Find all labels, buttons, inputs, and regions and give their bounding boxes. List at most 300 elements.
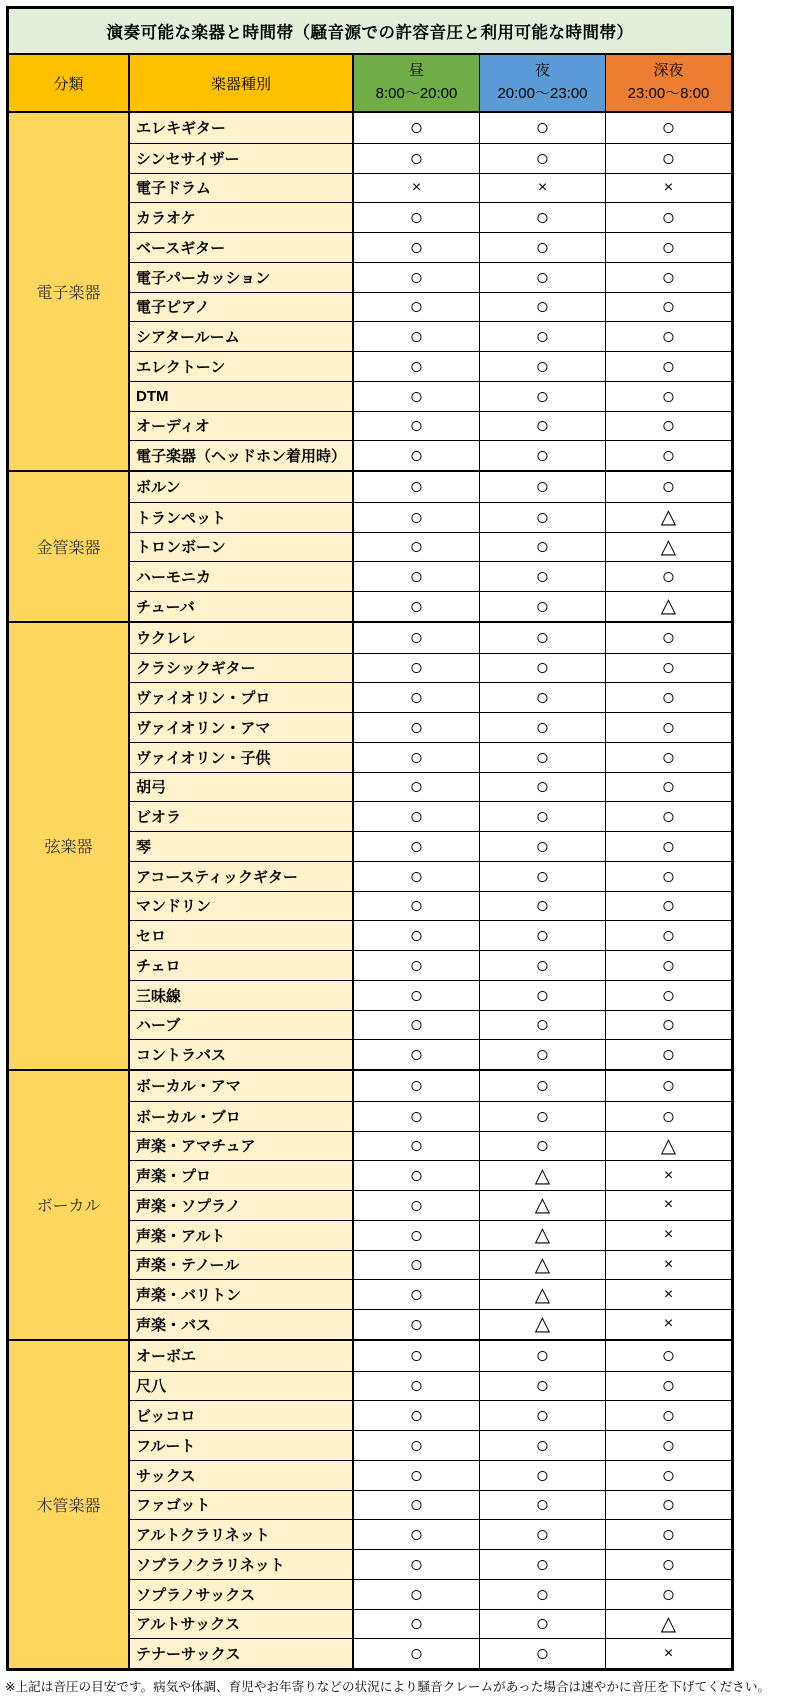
allowed-circle-mark: ○ xyxy=(409,1372,424,1399)
instrument-cell: ハーモニカ xyxy=(130,562,354,591)
mark-cell xyxy=(606,1221,731,1250)
table-row xyxy=(130,1341,731,1371)
mark-cell xyxy=(606,1011,731,1040)
allowed-circle-mark: ○ xyxy=(661,684,676,711)
table-row xyxy=(130,1638,731,1668)
table-row xyxy=(130,113,731,143)
instrument-cell: アルトクラリネット xyxy=(130,1520,354,1549)
mark-cell xyxy=(354,1401,480,1430)
allowed-circle-mark: ○ xyxy=(661,951,676,978)
conditional-triangle-mark: △ xyxy=(534,1194,551,1217)
table-row xyxy=(130,1131,731,1161)
table-section xyxy=(9,470,731,621)
instrument-cell: 声楽・プロ xyxy=(130,1161,354,1190)
allowed-circle-mark: ○ xyxy=(409,144,424,171)
allowed-circle-mark: ○ xyxy=(535,1372,550,1399)
mark-cell xyxy=(354,1580,480,1609)
table-row xyxy=(130,623,731,653)
instrument-cell: ボルン xyxy=(130,472,354,502)
allowed-circle-mark: ○ xyxy=(535,832,550,859)
table-row xyxy=(130,1250,731,1280)
allowed-circle-mark: ○ xyxy=(409,1191,424,1218)
instrument-cell: ソブラノクラリネット xyxy=(130,1550,354,1579)
mark-cell xyxy=(606,921,731,950)
mark-cell xyxy=(606,1610,731,1639)
allowed-circle-mark: ○ xyxy=(535,503,550,530)
table-row xyxy=(130,1519,731,1549)
mark-cell xyxy=(354,773,480,802)
not-allowed-x-mark: × xyxy=(663,1644,674,1662)
conditional-triangle-mark: △ xyxy=(660,1134,677,1157)
allowed-circle-mark: ○ xyxy=(409,1132,424,1159)
table-row xyxy=(130,440,731,470)
mark-cell xyxy=(480,832,606,861)
mark-cell xyxy=(606,802,731,831)
mark-cell xyxy=(354,981,480,1010)
instrument-cell: 胡弓 xyxy=(130,773,354,802)
instrument-cell: 電子ピアノ xyxy=(130,293,354,322)
category-cell: 金管楽器 xyxy=(9,472,130,621)
table-row xyxy=(130,772,731,802)
mark-cell xyxy=(480,1251,606,1280)
allowed-circle-mark: ○ xyxy=(661,1342,676,1369)
allowed-circle-mark: ○ xyxy=(661,743,676,770)
mark-cell xyxy=(606,233,731,262)
allowed-circle-mark: ○ xyxy=(535,323,550,350)
mark-cell xyxy=(606,441,731,470)
mark-cell xyxy=(480,1401,606,1430)
mark-cell xyxy=(606,322,731,351)
instrument-cell: カラオケ xyxy=(130,203,354,232)
allowed-circle-mark: ○ xyxy=(409,1640,424,1667)
allowed-circle-mark: ○ xyxy=(409,382,424,409)
mark-cell xyxy=(606,654,731,683)
instrument-cell: テナーサックス xyxy=(130,1639,354,1668)
mark-cell xyxy=(480,713,606,742)
mark-cell xyxy=(606,144,731,173)
not-allowed-x-mark: × xyxy=(663,1226,674,1244)
allowed-circle-mark: ○ xyxy=(661,382,676,409)
mark-cell xyxy=(480,1520,606,1549)
category-cell: 電子楽器 xyxy=(9,113,130,470)
mark-cell xyxy=(354,951,480,980)
allowed-circle-mark: ○ xyxy=(409,922,424,949)
allowed-circle-mark: ○ xyxy=(409,1491,424,1518)
mark-cell xyxy=(480,322,606,351)
allowed-circle-mark: ○ xyxy=(409,1162,424,1189)
allowed-circle-mark: ○ xyxy=(661,144,676,171)
allowed-circle-mark: ○ xyxy=(535,233,550,260)
instrument-cell: サックス xyxy=(130,1461,354,1490)
mark-cell xyxy=(354,1161,480,1190)
allowed-circle-mark: ○ xyxy=(535,654,550,681)
table-section xyxy=(9,1069,731,1339)
allowed-circle-mark: ○ xyxy=(661,1491,676,1518)
instrument-cell: 琴 xyxy=(130,832,354,861)
day-slot-time: 8:00〜20:00 xyxy=(375,85,458,103)
mark-cell xyxy=(606,1280,731,1309)
not-allowed-x-mark: × xyxy=(663,178,674,196)
late-night-slot-label: 深夜 xyxy=(653,61,684,79)
allowed-circle-mark: ○ xyxy=(409,1550,424,1577)
allowed-circle-mark: ○ xyxy=(409,981,424,1008)
table-row xyxy=(130,950,731,980)
instrument-cell: ビッコロ xyxy=(130,1401,354,1430)
mark-cell xyxy=(480,1040,606,1069)
allowed-circle-mark: ○ xyxy=(409,263,424,290)
instrument-cell: 尺八 xyxy=(130,1372,354,1401)
table-row xyxy=(130,1190,731,1220)
mark-cell xyxy=(354,623,480,653)
allowed-circle-mark: ○ xyxy=(535,563,550,590)
mark-cell xyxy=(354,352,480,381)
allowed-circle-mark: ○ xyxy=(409,1102,424,1129)
mark-cell xyxy=(606,352,731,381)
allowed-circle-mark: ○ xyxy=(535,862,550,889)
table-row xyxy=(130,1430,731,1460)
allowed-circle-mark: ○ xyxy=(661,624,676,651)
header-row xyxy=(9,55,731,111)
allowed-circle-mark: ○ xyxy=(535,624,550,651)
instrument-cell: ヴァイオリン・子供 xyxy=(130,743,354,772)
allowed-circle-mark: ○ xyxy=(535,1461,550,1488)
table-row xyxy=(130,1220,731,1250)
instrument-cell: マンドリン xyxy=(130,892,354,921)
mark-cell xyxy=(354,1221,480,1250)
table-row xyxy=(130,980,731,1010)
table-row xyxy=(130,1101,731,1131)
allowed-circle-mark: ○ xyxy=(409,233,424,260)
allowed-circle-mark: ○ xyxy=(535,1402,550,1429)
allowed-circle-mark: ○ xyxy=(535,382,550,409)
mark-cell xyxy=(480,981,606,1010)
mark-cell xyxy=(354,592,480,621)
mark-cell xyxy=(354,293,480,322)
instrument-cell: 電子ドラム xyxy=(130,174,354,203)
mark-cell xyxy=(354,322,480,351)
table-row xyxy=(130,591,731,621)
allowed-circle-mark: ○ xyxy=(409,803,424,830)
table-row xyxy=(130,653,731,683)
conditional-triangle-mark: △ xyxy=(660,535,677,558)
mark-cell xyxy=(606,892,731,921)
allowed-circle-mark: ○ xyxy=(409,1580,424,1607)
table-row xyxy=(130,381,731,411)
allowed-circle-mark: ○ xyxy=(409,563,424,590)
mark-cell xyxy=(354,1280,480,1309)
mark-cell xyxy=(354,203,480,232)
instrument-cell: エレキギター xyxy=(130,113,354,143)
mark-cell xyxy=(606,1071,731,1101)
allowed-circle-mark: ○ xyxy=(535,592,550,619)
mark-cell xyxy=(354,441,480,470)
table-row xyxy=(130,831,731,861)
allowed-circle-mark: ○ xyxy=(409,1431,424,1458)
allowed-circle-mark: ○ xyxy=(661,233,676,260)
allowed-circle-mark: ○ xyxy=(535,1580,550,1607)
section-rows xyxy=(130,1071,731,1339)
mark-cell xyxy=(354,1191,480,1220)
allowed-circle-mark: ○ xyxy=(409,1610,424,1637)
mark-cell xyxy=(354,1341,480,1371)
instrument-cell: アコースティックギター xyxy=(130,862,354,891)
allowed-circle-mark: ○ xyxy=(535,773,550,800)
header-night-slot xyxy=(480,55,606,111)
allowed-circle-mark: ○ xyxy=(535,352,550,379)
allowed-circle-mark: ○ xyxy=(409,624,424,651)
instrument-cell: トロンボーン xyxy=(130,533,354,562)
instrument-cell: オーディオ xyxy=(130,412,354,441)
mark-cell xyxy=(354,1040,480,1069)
mark-cell xyxy=(354,503,480,532)
table-row xyxy=(130,861,731,891)
mark-cell xyxy=(606,981,731,1010)
table-row xyxy=(130,143,731,173)
table-section xyxy=(9,1339,731,1668)
allowed-circle-mark: ○ xyxy=(535,1610,550,1637)
instrument-cell: チェロ xyxy=(130,951,354,980)
mark-cell xyxy=(606,683,731,712)
allowed-circle-mark: ○ xyxy=(535,442,550,469)
header-late-night-slot xyxy=(606,55,731,111)
allowed-circle-mark: ○ xyxy=(409,1281,424,1308)
mark-cell xyxy=(354,1102,480,1131)
mark-cell xyxy=(480,1071,606,1101)
allowed-circle-mark: ○ xyxy=(535,293,550,320)
allowed-circle-mark: ○ xyxy=(535,713,550,740)
table-row xyxy=(130,1549,731,1579)
schedule-table xyxy=(6,6,734,1671)
allowed-circle-mark: ○ xyxy=(535,1132,550,1159)
allowed-circle-mark: ○ xyxy=(409,713,424,740)
mark-cell xyxy=(606,1372,731,1401)
allowed-circle-mark: ○ xyxy=(535,951,550,978)
conditional-triangle-mark: △ xyxy=(534,1253,551,1276)
mark-cell xyxy=(354,233,480,262)
table-row xyxy=(130,1071,731,1101)
instrument-cell: ファゴット xyxy=(130,1491,354,1520)
mark-cell xyxy=(606,713,731,742)
allowed-circle-mark: ○ xyxy=(661,412,676,439)
mark-cell xyxy=(354,683,480,712)
mark-cell xyxy=(480,1280,606,1309)
table-row xyxy=(130,472,731,502)
allowed-circle-mark: ○ xyxy=(409,442,424,469)
allowed-circle-mark: ○ xyxy=(661,263,676,290)
mark-cell xyxy=(354,1310,480,1339)
mark-cell xyxy=(606,1161,731,1190)
allowed-circle-mark: ○ xyxy=(661,563,676,590)
table-row xyxy=(130,1490,731,1520)
mark-cell xyxy=(480,533,606,562)
mark-cell xyxy=(480,1610,606,1639)
not-allowed-x-mark: × xyxy=(663,1285,674,1303)
allowed-circle-mark: ○ xyxy=(535,1431,550,1458)
table-row xyxy=(130,351,731,381)
not-allowed-x-mark: × xyxy=(663,1196,674,1214)
allowed-circle-mark: ○ xyxy=(409,773,424,800)
instrument-cell: 声楽・テノール xyxy=(130,1251,354,1280)
mark-cell xyxy=(354,1461,480,1490)
allowed-circle-mark: ○ xyxy=(661,1402,676,1429)
table-row xyxy=(130,712,731,742)
table-row xyxy=(130,682,731,712)
allowed-circle-mark: ○ xyxy=(409,293,424,320)
table-row xyxy=(130,1460,731,1490)
allowed-circle-mark: ○ xyxy=(409,503,424,530)
table-row xyxy=(130,1309,731,1339)
mark-cell xyxy=(606,174,731,203)
mark-cell xyxy=(480,921,606,950)
mark-cell xyxy=(354,892,480,921)
mark-cell xyxy=(606,862,731,891)
allowed-circle-mark: ○ xyxy=(409,1072,424,1099)
section-rows xyxy=(130,472,731,621)
mark-cell xyxy=(606,1102,731,1131)
allowed-circle-mark: ○ xyxy=(661,803,676,830)
allowed-circle-mark: ○ xyxy=(409,1521,424,1548)
mark-cell xyxy=(480,683,606,712)
mark-cell xyxy=(480,1310,606,1339)
conditional-triangle-mark: △ xyxy=(534,1224,551,1247)
table-row xyxy=(130,561,731,591)
allowed-circle-mark: ○ xyxy=(409,684,424,711)
allowed-circle-mark: ○ xyxy=(661,323,676,350)
mark-cell xyxy=(354,832,480,861)
allowed-circle-mark: ○ xyxy=(535,1550,550,1577)
allowed-circle-mark: ○ xyxy=(409,592,424,619)
conditional-triangle-mark: △ xyxy=(534,1164,551,1187)
allowed-circle-mark: ○ xyxy=(535,1640,550,1667)
mark-cell xyxy=(606,951,731,980)
allowed-circle-mark: ○ xyxy=(535,684,550,711)
allowed-circle-mark: ○ xyxy=(409,412,424,439)
mark-cell xyxy=(480,412,606,441)
mark-cell xyxy=(480,562,606,591)
mark-cell xyxy=(480,503,606,532)
not-allowed-x-mark: × xyxy=(411,178,422,196)
instrument-cell: ソプラノサックス xyxy=(130,1580,354,1609)
mark-cell xyxy=(606,623,731,653)
table-row xyxy=(130,202,731,232)
allowed-circle-mark: ○ xyxy=(409,473,424,500)
mark-cell xyxy=(480,1191,606,1220)
conditional-triangle-mark: △ xyxy=(660,506,677,529)
allowed-circle-mark: ○ xyxy=(409,1342,424,1369)
allowed-circle-mark: ○ xyxy=(409,533,424,560)
allowed-circle-mark: ○ xyxy=(535,803,550,830)
mark-cell xyxy=(606,412,731,441)
allowed-circle-mark: ○ xyxy=(535,533,550,560)
table-row xyxy=(130,1579,731,1609)
allowed-circle-mark: ○ xyxy=(661,922,676,949)
instrument-cell: 声楽・バス xyxy=(130,1310,354,1339)
table-body xyxy=(9,111,731,1668)
mark-cell xyxy=(606,1431,731,1460)
allowed-circle-mark: ○ xyxy=(661,892,676,919)
mark-cell xyxy=(480,352,606,381)
mark-cell xyxy=(606,1310,731,1339)
mark-cell xyxy=(354,144,480,173)
mark-cell xyxy=(606,1550,731,1579)
instrument-cell: 声楽・アマチュア xyxy=(130,1132,354,1161)
allowed-circle-mark: ○ xyxy=(409,1221,424,1248)
mark-cell xyxy=(354,113,480,143)
instrument-cell: 声楽・ソプラノ xyxy=(130,1191,354,1220)
allowed-circle-mark: ○ xyxy=(409,654,424,681)
section-rows xyxy=(130,113,731,470)
allowed-circle-mark: ○ xyxy=(661,713,676,740)
mark-cell xyxy=(354,1011,480,1040)
table-row xyxy=(130,411,731,441)
instrument-cell: ビオラ xyxy=(130,802,354,831)
mark-cell xyxy=(354,862,480,891)
mark-cell xyxy=(480,773,606,802)
mark-cell xyxy=(354,1071,480,1101)
instrument-cell: ヴァイオリン・プロ xyxy=(130,683,354,712)
allowed-circle-mark: ○ xyxy=(535,204,550,231)
table-row xyxy=(130,502,731,532)
table-row xyxy=(130,232,731,262)
mark-cell xyxy=(354,1639,480,1668)
allowed-circle-mark: ○ xyxy=(535,1041,550,1068)
mark-cell xyxy=(480,174,606,203)
allowed-circle-mark: ○ xyxy=(661,293,676,320)
table-section xyxy=(9,621,731,1069)
allowed-circle-mark: ○ xyxy=(409,892,424,919)
allowed-circle-mark: ○ xyxy=(535,1342,550,1369)
table-row xyxy=(130,1039,731,1069)
table-row xyxy=(130,1400,731,1430)
allowed-circle-mark: ○ xyxy=(409,743,424,770)
late-night-slot-time: 23:00〜8:00 xyxy=(627,85,710,103)
mark-cell xyxy=(606,533,731,562)
category-cell: ボーカル xyxy=(9,1071,130,1339)
mark-cell xyxy=(354,713,480,742)
instrument-cell: 声楽・アルト xyxy=(130,1221,354,1250)
mark-cell xyxy=(480,951,606,980)
mark-cell xyxy=(354,1610,480,1639)
mark-cell xyxy=(606,1251,731,1280)
allowed-circle-mark: ○ xyxy=(409,1011,424,1038)
instrument-cell: ベースギター xyxy=(130,233,354,262)
mark-cell xyxy=(480,293,606,322)
mark-cell xyxy=(480,1102,606,1131)
mark-cell xyxy=(480,862,606,891)
mark-cell xyxy=(606,1520,731,1549)
mark-cell xyxy=(480,472,606,502)
allowed-circle-mark: ○ xyxy=(535,743,550,770)
mark-cell xyxy=(354,174,480,203)
instrument-cell: トランペット xyxy=(130,503,354,532)
table-row xyxy=(130,1609,731,1639)
instrument-cell: セロ xyxy=(130,921,354,950)
allowed-circle-mark: ○ xyxy=(661,1011,676,1038)
section-rows xyxy=(130,623,731,1069)
mark-cell xyxy=(606,1639,731,1668)
not-allowed-x-mark: × xyxy=(663,1255,674,1273)
header-day-slot xyxy=(354,55,480,111)
allowed-circle-mark: ○ xyxy=(535,892,550,919)
allowed-circle-mark: ○ xyxy=(409,862,424,889)
mark-cell xyxy=(480,144,606,173)
table-section xyxy=(9,111,731,470)
mark-cell xyxy=(480,654,606,683)
allowed-circle-mark: ○ xyxy=(661,832,676,859)
mark-cell xyxy=(480,1431,606,1460)
mark-cell xyxy=(606,1401,731,1430)
conditional-triangle-mark: △ xyxy=(534,1313,551,1336)
